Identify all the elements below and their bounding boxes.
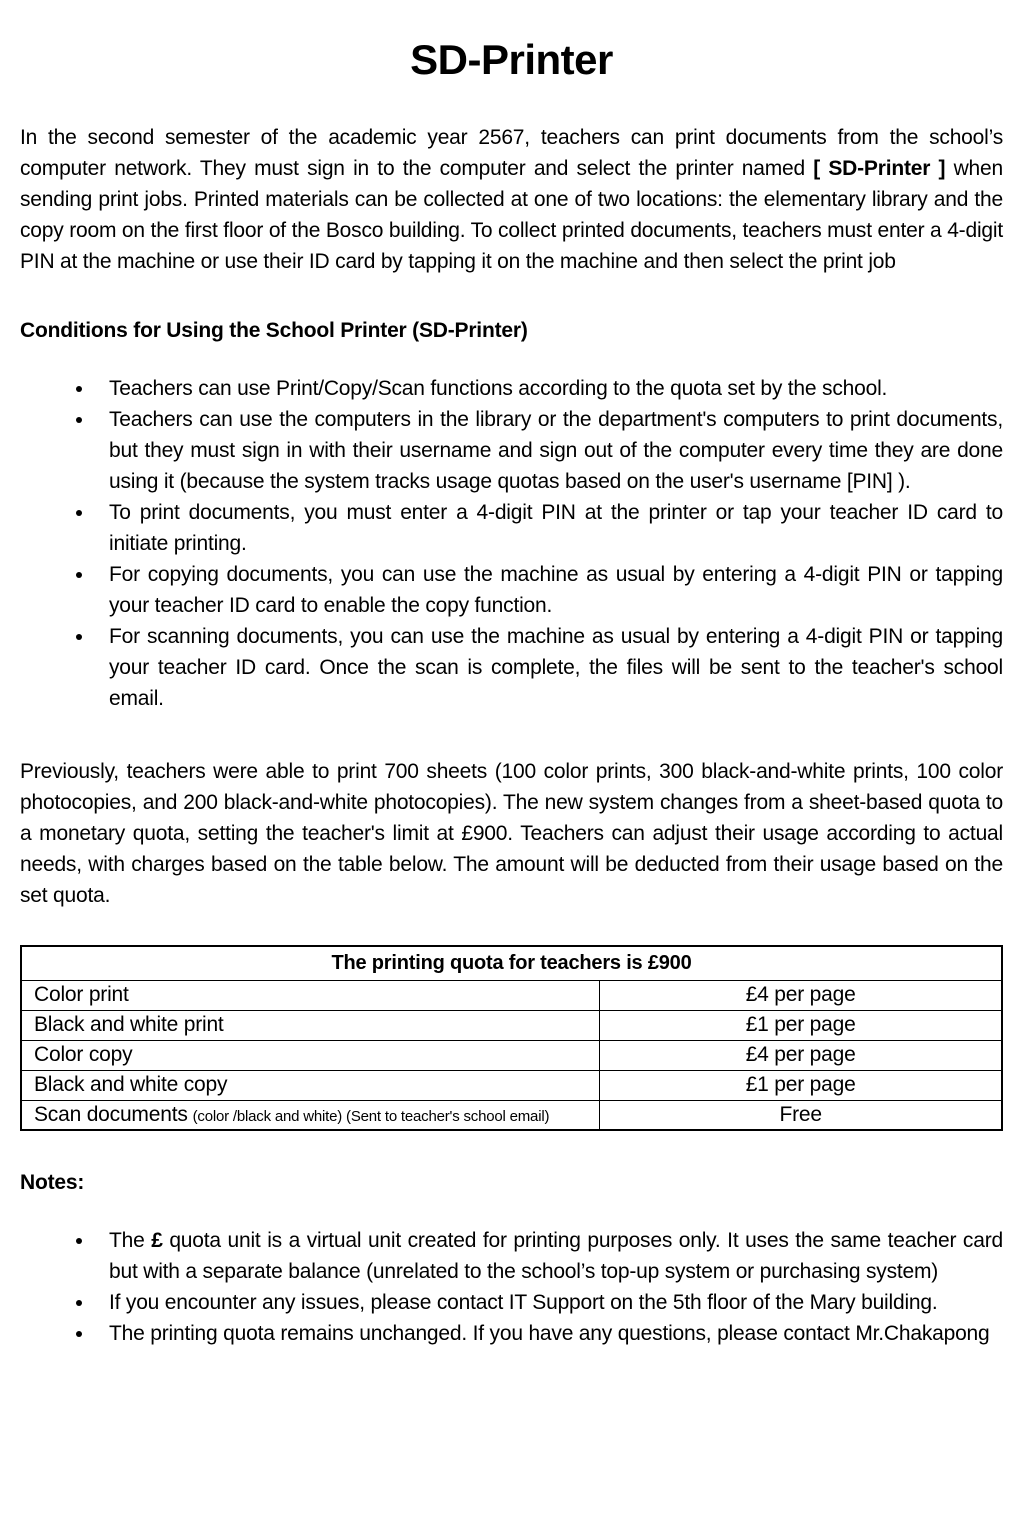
list-item: • To print documents, you must enter a 4-digit PIN at the printer or tap your teacher ID card to initiate printing. <box>95 497 1003 559</box>
item-note: (color /black and white) (Sent to teacher's school email) <box>192 1107 550 1125</box>
item-cell: Black and white copy <box>21 1070 600 1100</box>
price-cell: Free <box>600 1100 1002 1130</box>
list-item <box>95 1225 1003 1287</box>
table-header: The printing quota for teachers is £900 <box>21 946 1002 980</box>
currency-symbol-bold: £ <box>151 1229 163 1252</box>
intro-text-post: when sending print jobs. Printed materials can be collected at one of two locations: the elementary library and the copy room on the first floor of the Bosco building. To collect printed documents, teachers must enter a 4-digit PIN at the machine or use their ID card by tapping it on the machine and then select the print job <box>20 157 1003 273</box>
list-item: • For copying documents, you can use the machine as usual by entering a 4-digit PIN or tapping your teacher ID card to enable the copy function. <box>95 559 1003 621</box>
table-row <box>21 1040 1002 1070</box>
intro-text-pre: In the second semester of the academic year 2567, teachers can print documents from the school’s computer network. They must sign in to the computer and select the printer named <box>20 126 1003 180</box>
page-title: SD-Printer <box>410 36 613 83</box>
list-item: • The printing quota remains unchanged. If you have any questions, please contact Mr.Chakapong <box>95 1318 1003 1349</box>
list-item: • Teachers can use the computers in the library or the department's computers to print documents, but they must sign in with their username and sign out of the computer every time they are done using it (because the system tracks usage quotas based on the user's username [PIN] ). <box>95 404 1003 497</box>
price-cell: £4 per page <box>600 980 1002 1010</box>
price-cell: £1 per page <box>600 1010 1002 1040</box>
note-text-pre: The <box>109 1229 152 1252</box>
list-item: • If you encounter any issues, please contact IT Support on the 5th floor of the Mary building. <box>95 1287 1003 1318</box>
table-header-row <box>21 946 1002 980</box>
table-row <box>21 1010 1002 1040</box>
price-cell: £1 per page <box>600 1070 1002 1100</box>
table-row <box>21 980 1002 1010</box>
quota-paragraph: Previously, teachers were able to print 700 sheets (100 color prints, 300 black-and-white prints, 100 color photocopies, and 200 black-and-white photocopies). The new system changes from a sheet-based quota to a monetary quota, setting the teacher's limit at £900. Teachers can adjust their usage according to actual needs, with charges based on the table below. The amount will be deducted from their usage based on the set quota. <box>20 760 1003 907</box>
item-cell <box>21 1100 600 1130</box>
pricing-table <box>20 945 1003 1131</box>
conditions-heading: Conditions for Using the School Printer (SD-Printer) <box>20 319 528 342</box>
item-cell: Black and white print <box>21 1010 600 1040</box>
intro-paragraph <box>20 122 1003 277</box>
item-label: Scan documents <box>34 1102 188 1126</box>
note-text-post: quota unit is a virtual unit created for printing purposes only. It uses the same teacher card but with a separate balance (unrelated to the school’s top-up system or purchasing system) <box>109 1229 1003 1283</box>
list-item: • Teachers can use Print/Copy/Scan functions according to the quota set by the school. <box>95 373 1003 404</box>
item-cell: Color print <box>21 980 600 1010</box>
table-row <box>21 1070 1002 1100</box>
notes-heading: Notes: <box>20 1171 85 1194</box>
item-cell: Color copy <box>21 1040 600 1070</box>
table-row <box>21 1100 1002 1130</box>
list-item: • For scanning documents, you can use the machine as usual by entering a 4-digit PIN or tapping your teacher ID card. Once the scan is complete, the files will be sent to the teacher's school email. <box>95 621 1003 714</box>
conditions-list <box>20 373 1003 714</box>
printer-name-bold: [ SD-Printer ] <box>813 157 946 180</box>
price-cell: £4 per page <box>600 1040 1002 1070</box>
notes-list <box>20 1225 1003 1349</box>
